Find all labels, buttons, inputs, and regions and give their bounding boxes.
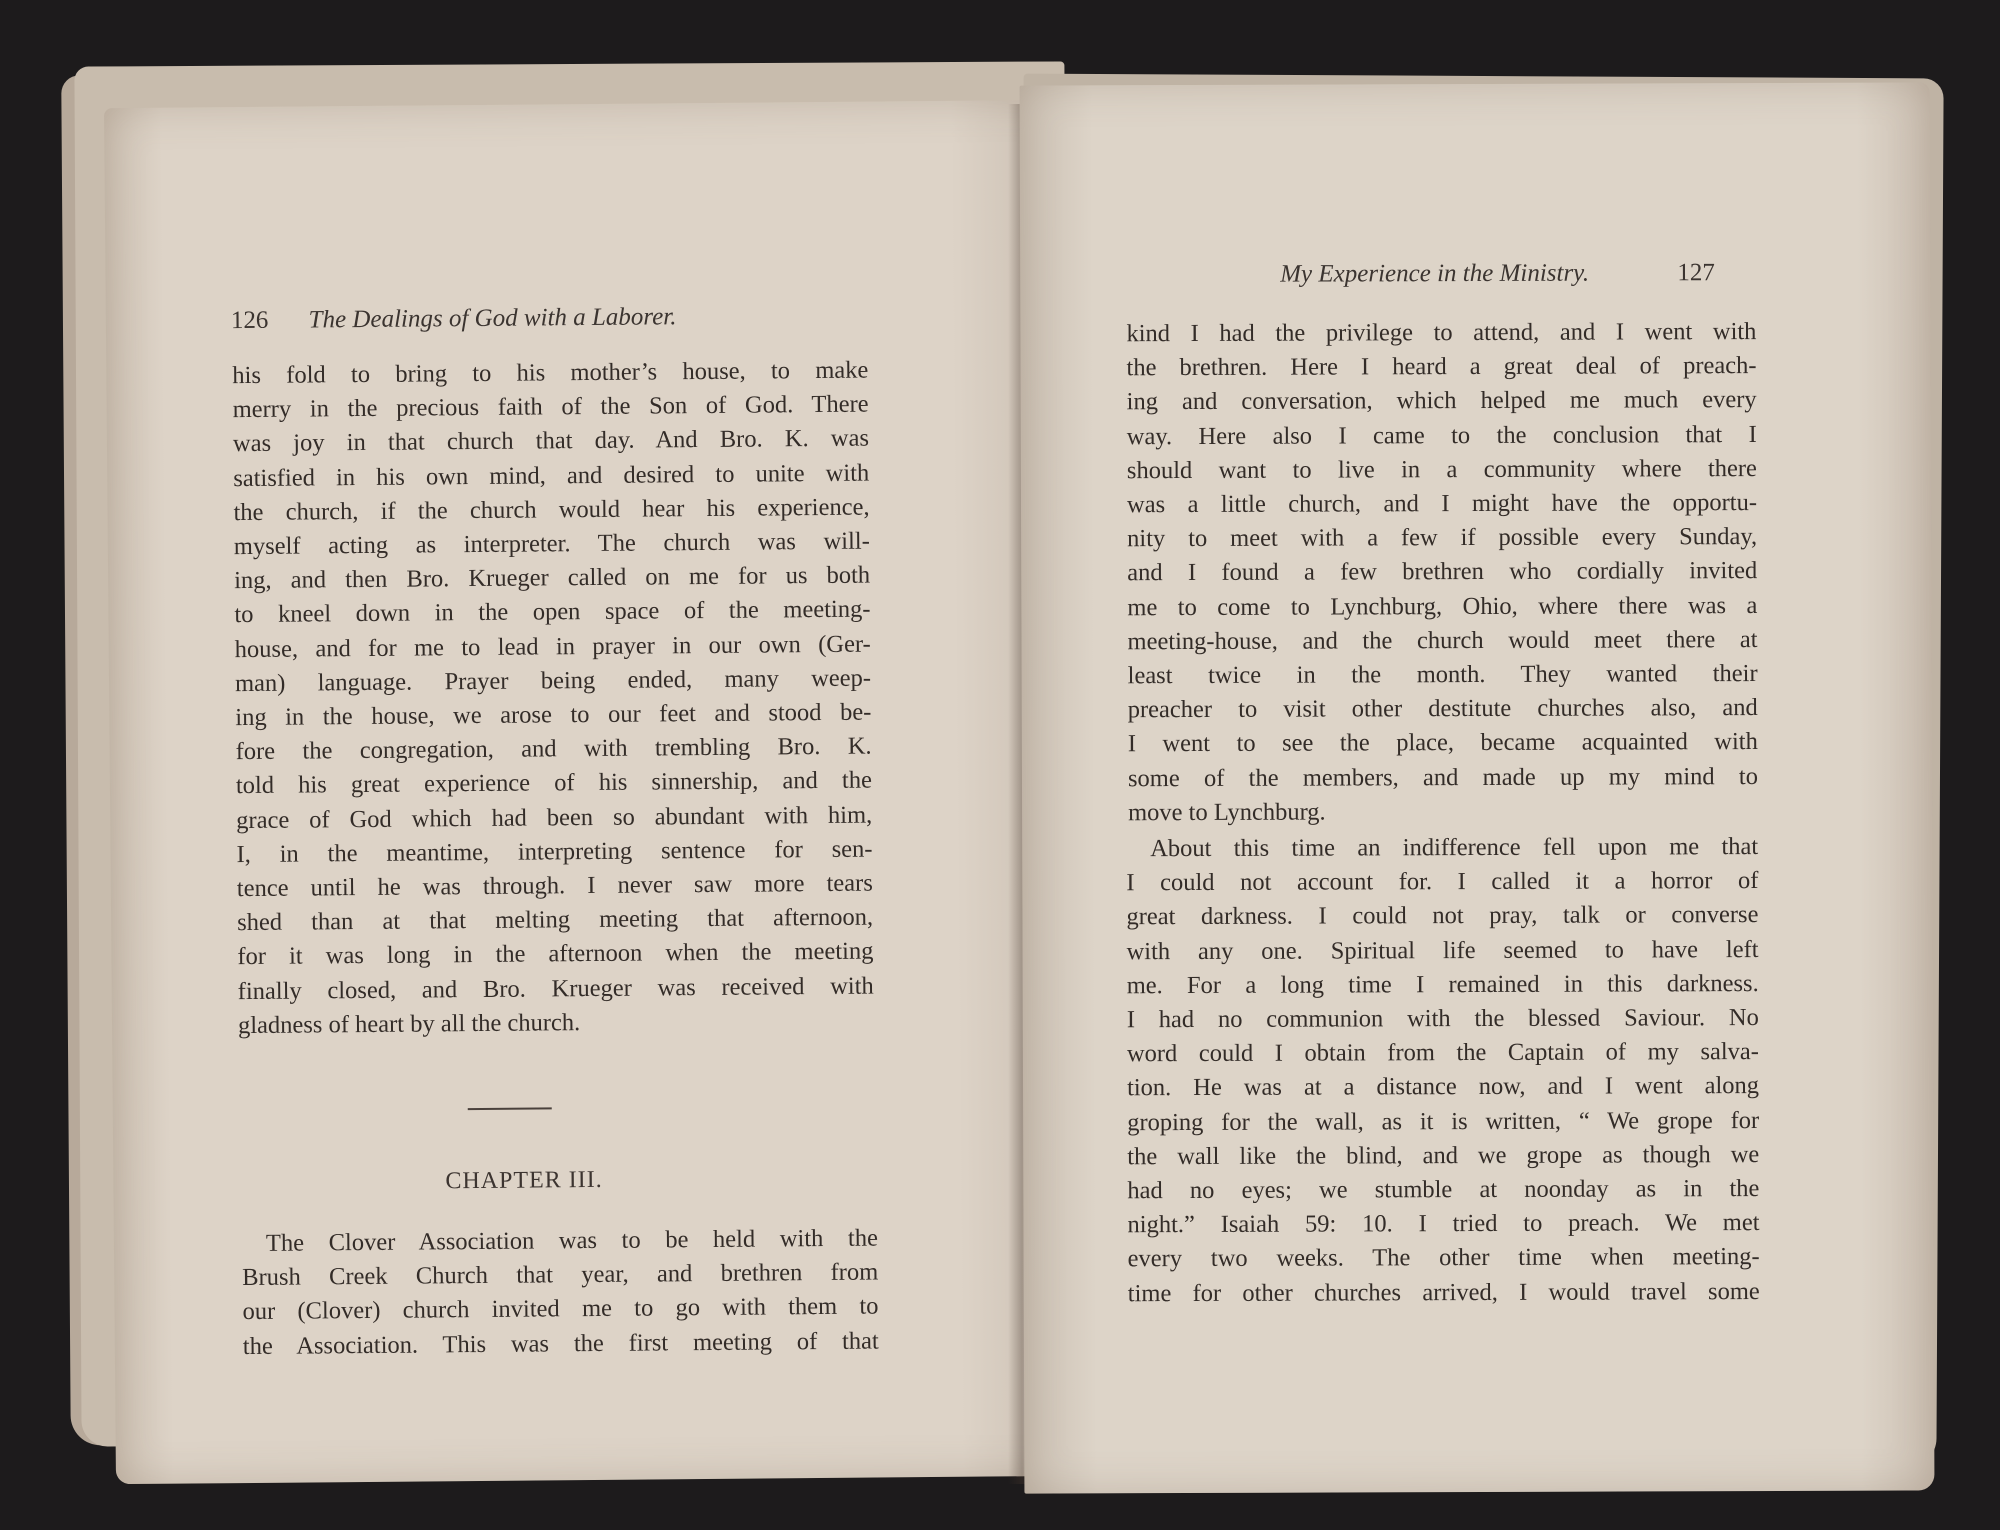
right-running-title: My Experience in the Ministry. xyxy=(1280,259,1590,288)
right-page xyxy=(1020,82,1935,1493)
text-line: me to come to Lynchburg, Ohio, where there was a xyxy=(1127,591,1758,621)
text-line: some of the members, and made up my mind to xyxy=(1127,762,1759,792)
text-line: with any one. Spiritual life seemed to have left xyxy=(1126,935,1759,965)
text-line: groping for the wall, as it is written, “ We grope for xyxy=(1127,1106,1760,1136)
text-line: the Association. This was the first meeting of that xyxy=(242,1327,879,1360)
text-line: kind I had the privilege to attend, and I went with xyxy=(1126,318,1757,348)
text-line: me. For a long time I remained in this darkness. xyxy=(1126,969,1759,1000)
text-line: to kneel down in the open space of the meeting- xyxy=(234,595,871,629)
text-line: way. Here also I came to the conclusion that I xyxy=(1126,420,1757,450)
text-line: least twice in the month. They wanted their xyxy=(1127,660,1758,690)
text-line: myself acting as interpreter. The church was will- xyxy=(233,527,870,561)
open-book xyxy=(60,58,1940,1498)
chapter-heading: CHAPTER III. xyxy=(445,1166,603,1195)
section-rule xyxy=(468,1107,552,1110)
chapter-body-text xyxy=(242,1222,879,1364)
text-line: was joy in that church that day. And Bro. K. was xyxy=(232,424,870,458)
left-running-head xyxy=(231,303,677,335)
text-line: great darkness. I could not pray, talk or converse xyxy=(1126,901,1759,931)
text-line: every two weeks. The other time when meeting- xyxy=(1127,1243,1760,1273)
text-line: Brush Creek Church that year, and brethren from xyxy=(242,1258,879,1292)
text-line: I, in the meantime, interpreting sentence for sen- xyxy=(236,835,873,868)
text-line: I went to see the place, became acquainted with xyxy=(1127,728,1758,758)
text-line: ing in the house, we arose to our feet and stood be- xyxy=(235,698,872,732)
text-line: the church, if the church would hear his experience, xyxy=(233,493,870,526)
text-line: and I found a few brethren who cordially invited xyxy=(1127,557,1758,587)
right-paragraph-2 xyxy=(1126,830,1760,1311)
text-line: our (Clover) church invited me to go with them to xyxy=(242,1292,879,1326)
text-line: time for other churches arrived, I would travel some xyxy=(1127,1277,1760,1307)
text-line: meeting-house, and the church would meet there at xyxy=(1127,625,1758,656)
text-line: was a little church, and I might have the opportu- xyxy=(1126,489,1758,519)
text-line: ing, and then Bro. Krueger called on me for us both xyxy=(234,561,871,595)
text-line: tence until he was through. I never saw more tears xyxy=(236,869,873,903)
text-line: the brethren. Here I heard a great deal of preach- xyxy=(1126,352,1757,382)
left-running-title: The Dealings of God with a Laborer. xyxy=(308,303,677,334)
text-line: preacher to visit other destitute churches also, and xyxy=(1127,694,1758,724)
text-line: ing and conversation, which helped me much every xyxy=(1126,386,1757,416)
right-page-number: 127 xyxy=(1677,259,1715,287)
left-page xyxy=(104,100,1078,1484)
text-line: grace of God which had been so abundant with him, xyxy=(236,801,873,834)
text-line: gladness of heart by all the church. xyxy=(237,1008,581,1039)
text-line: man) language. Prayer being ended, many weep- xyxy=(234,664,872,697)
text-line: About this time an indifference fell upon me that xyxy=(1150,833,1759,863)
text-line: move to Lynchburg. xyxy=(1128,798,1326,827)
right-body-text xyxy=(1126,315,1758,830)
text-line: I could not account for. I called it a horror of xyxy=(1126,867,1759,897)
left-page-number: 126 xyxy=(230,306,269,335)
text-line: had no eyes; we stumble at noonday as in the xyxy=(1127,1175,1760,1205)
text-line: night.” Isaiah 59: 10. I tried to preach. We met xyxy=(1127,1209,1760,1239)
text-line: for it was long in the afternoon when the meeting xyxy=(237,937,874,971)
text-line: house, and for me to lead in prayer in our own (Ger- xyxy=(234,630,871,663)
text-line: nity to meet with a few if possible every Sunday, xyxy=(1127,523,1758,553)
text-line: told his great experience of his sinnership, and the xyxy=(235,766,873,800)
left-body-text xyxy=(232,354,874,1044)
text-line: finally closed, and Bro. Krueger was received with xyxy=(237,972,874,1005)
text-line: the wall like the blind, and we grope as though we xyxy=(1127,1140,1760,1171)
text-line: word could I obtain from the Captain of my salva- xyxy=(1126,1038,1759,1068)
right-running-head xyxy=(1280,259,1715,289)
text-line: his fold to bring to his mother’s house, to make xyxy=(232,356,869,390)
text-line: should want to live in a community where there xyxy=(1126,454,1757,485)
text-line: satisfied in his own mind, and desired to unite with xyxy=(233,459,870,492)
text-line: The Clover Association was to be held with the xyxy=(265,1224,879,1257)
text-line: merry in the precious faith of the Son of God. There xyxy=(232,390,869,424)
text-line: fore the congregation, and with trembling Bro. K. xyxy=(235,732,872,766)
text-line: shed than at that melting meeting that afternoon, xyxy=(237,903,874,937)
text-line: tion. He was at a distance now, and I went along xyxy=(1126,1072,1760,1102)
text-line: I had no communion with the blessed Saviour. No xyxy=(1126,1004,1759,1034)
